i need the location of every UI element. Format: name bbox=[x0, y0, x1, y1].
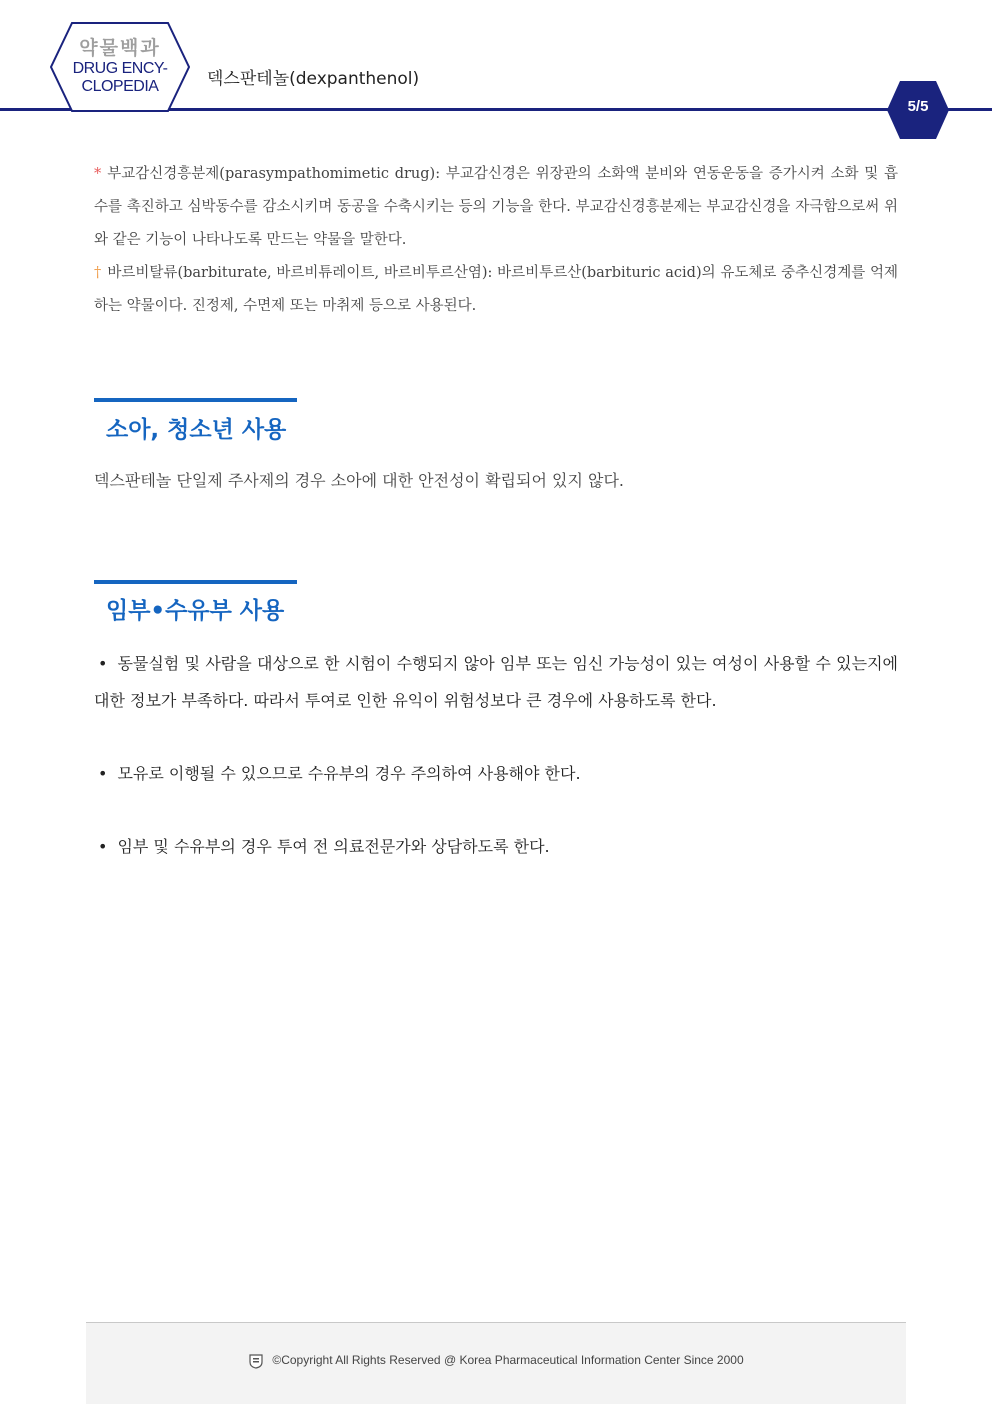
footer-content bbox=[86, 1353, 906, 1369]
footnote-dagger-text: 바르비탈류(barbiturate, 바르비튜레이트, 바르비투르산염): 바르비투르산(barbituric acid)의 유도체로 중추신경계를 억제하는 약물이다. 진정제, 수면제 또는 마취제 등으로 사용된다. bbox=[94, 265, 898, 314]
footnote-star bbox=[94, 158, 898, 257]
logo-english-line1: DRUG ENCY- bbox=[72, 60, 168, 77]
kpic-emblem-icon bbox=[248, 1353, 264, 1369]
pregnancy-bullet-3-text: 임부 및 수유부의 경우 투여 전 의료전문가와 상담하도록 한다. bbox=[117, 837, 550, 856]
footnote-dagger bbox=[94, 257, 898, 323]
section-pediatric-bar bbox=[94, 398, 297, 402]
page-indicator: 5/5 bbox=[907, 98, 929, 115]
section-pediatric-title: 소아, 청소년 사용 bbox=[106, 417, 287, 443]
logo-english-line2: CLOPEDIA bbox=[81, 78, 159, 95]
bullet-dot-icon: • bbox=[98, 654, 108, 673]
logo bbox=[60, 38, 180, 96]
footnotes bbox=[94, 158, 898, 323]
footnote-star-marker: * bbox=[94, 166, 102, 182]
bullet-dot-icon: • bbox=[98, 837, 108, 856]
footnote-dagger-marker: † bbox=[94, 265, 102, 281]
section-pediatric-paragraph: 덱스판테놀 단일제 주사제의 경우 소아에 대한 안전성이 확립되어 있지 않다. bbox=[94, 471, 624, 490]
footer bbox=[86, 1322, 906, 1404]
pregnancy-bullet-1 bbox=[94, 645, 898, 719]
pregnancy-bullet-2-text: 모유로 이행될 수 있으므로 수유부의 경우 주의하여 사용해야 한다. bbox=[117, 764, 581, 783]
section-pregnancy-bar bbox=[94, 580, 297, 584]
footnote-star-text: 부교감신경흥분제(parasympathomimetic drug): 부교감신경은 위장관의 소화액 분비와 연동운동을 증가시켜 소화 및 흡수를 촉진하고 심박동수를 감소시키며 동공을 수축시키는 등의 기능을 한다. 부교감신경흥분제는 부교감신경을 자극함으로써 위와 같은 기능이 나타나도록 만드는 약물을 말한다. bbox=[94, 166, 898, 248]
document-title: 덱스판테놀(dexpanthenol) bbox=[207, 69, 420, 89]
pregnancy-bullet-2 bbox=[94, 755, 898, 792]
pregnancy-bullet-1-text: 동물실험 및 사람을 대상으로 한 시험이 수행되지 않아 임부 또는 임신 가능성이 있는 여성이 사용할 수 있는지에 대한 정보가 부족하다. 따라서 투여로 인한 유익이 위험성보다 큰 경우에 사용하도록 한다. bbox=[94, 654, 898, 710]
logo-korean: 약물백과 bbox=[79, 38, 161, 59]
footer-copyright: ©Copyright All Rights Reserved @ Korea Pharmaceutical Information Center Since 2000 bbox=[272, 1353, 744, 1368]
section-pregnancy-title: 임부•수유부 사용 bbox=[106, 598, 285, 624]
pregnancy-bullet-3 bbox=[94, 828, 898, 865]
bullet-dot-icon: • bbox=[98, 764, 108, 783]
